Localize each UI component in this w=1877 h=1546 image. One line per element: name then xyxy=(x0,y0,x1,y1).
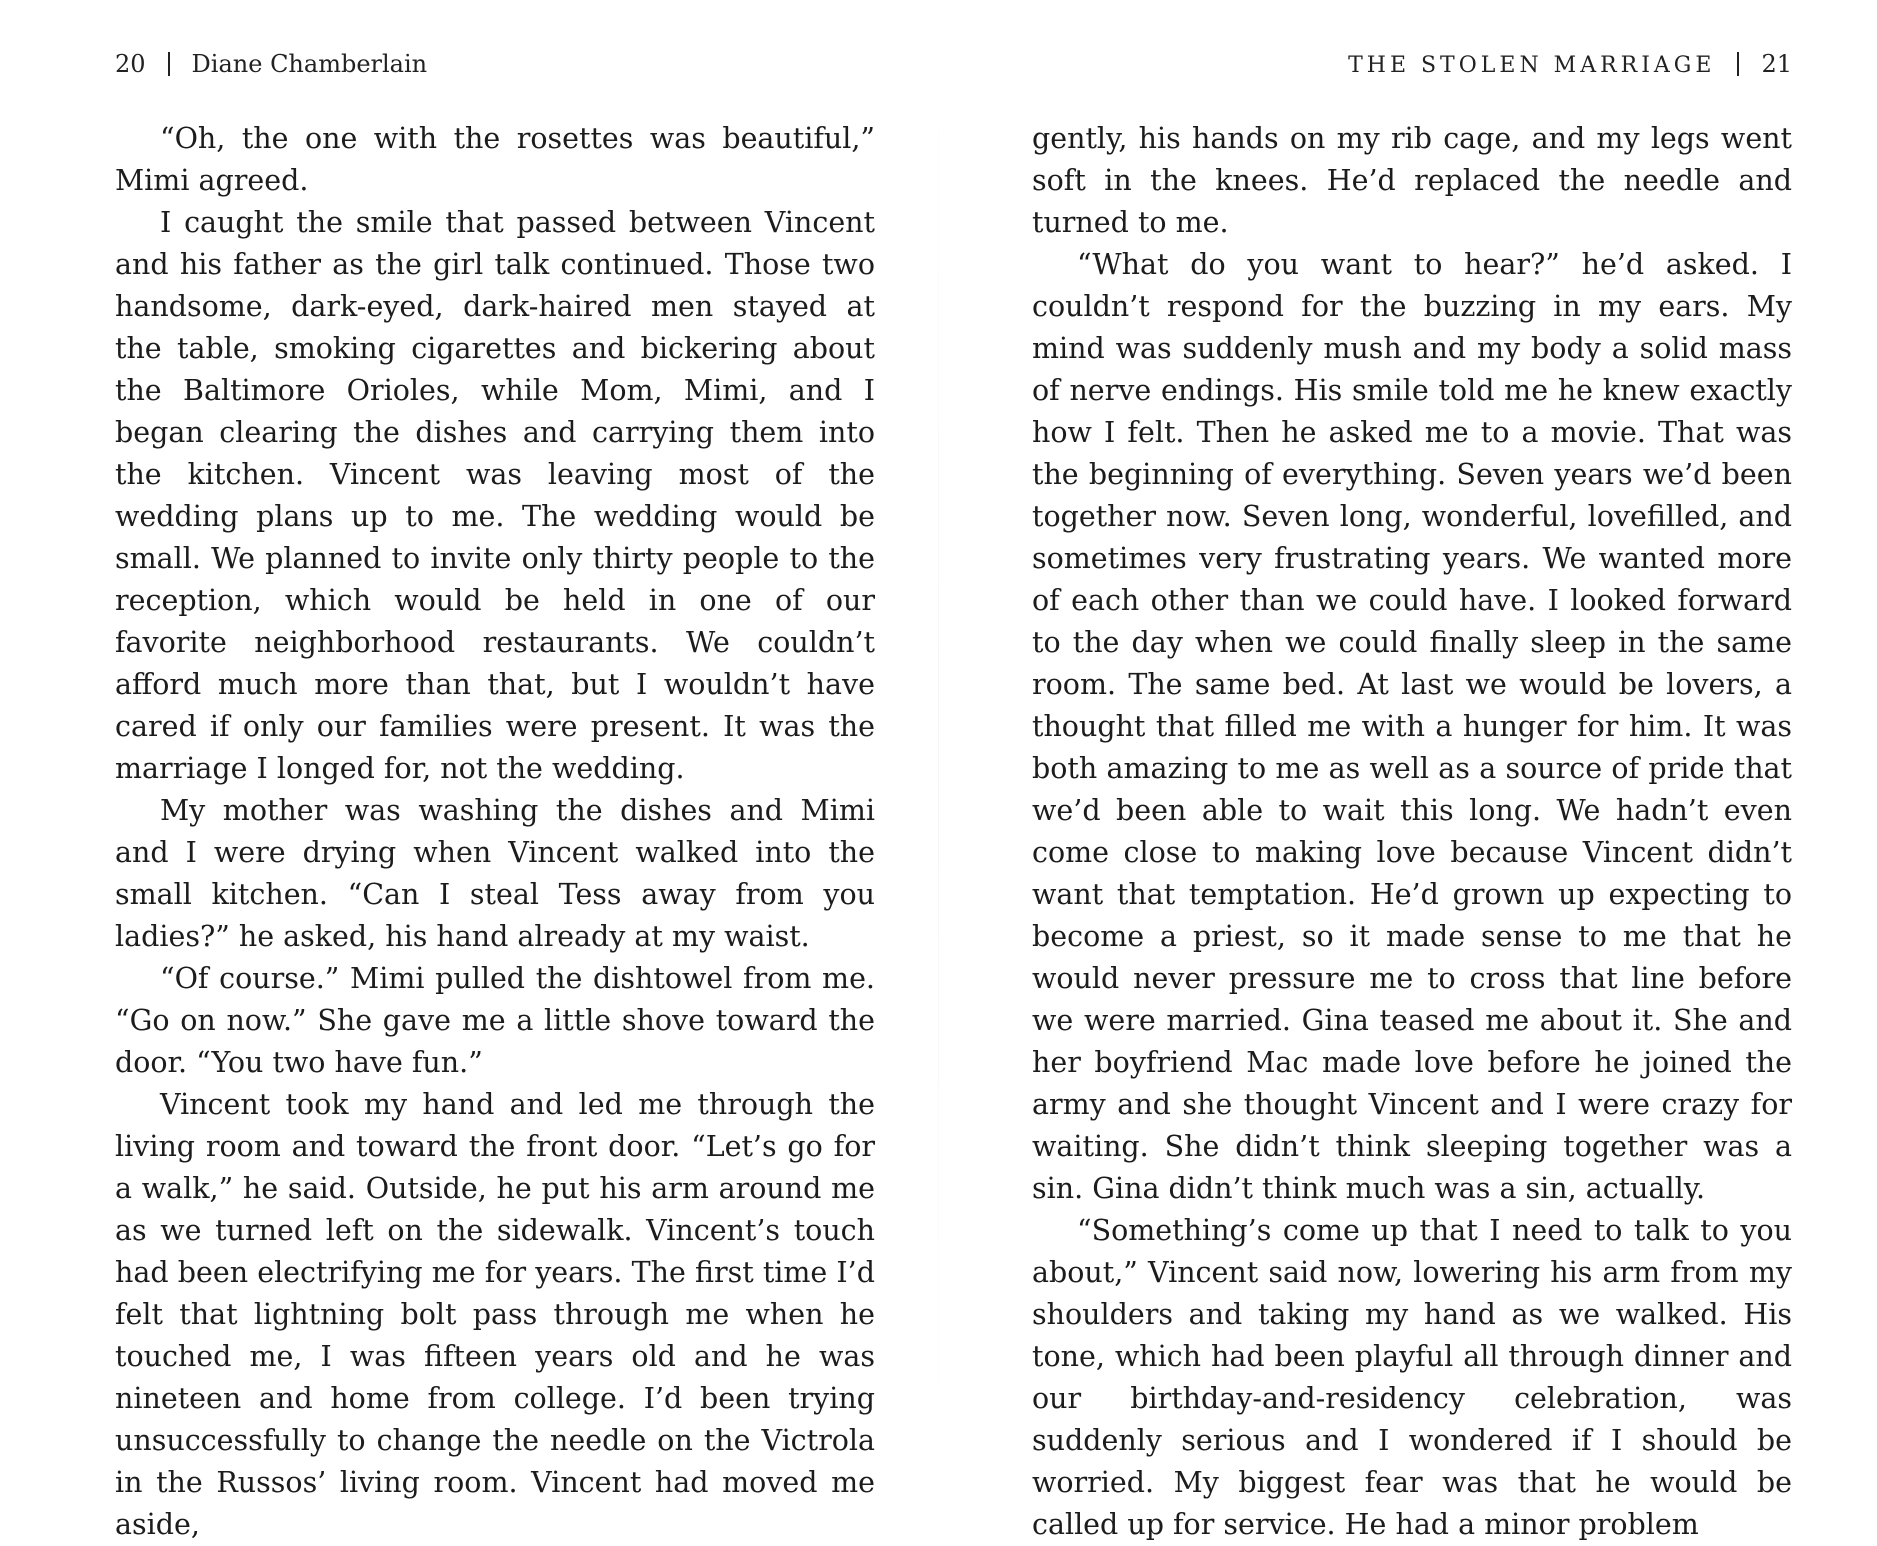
right-page xyxy=(1032,0,1792,1541)
header-separator xyxy=(1737,52,1739,76)
paragraph: “Of course.” Mimi pulled the dishtowel from me. “Go on now.” She gave me a little shove toward the door. “You two have fun.” xyxy=(115,962,875,1079)
left-running-head xyxy=(115,46,427,82)
paragraph: gently, his hands on my rib cage, and my legs went soft in the knees. He’d replaced the needle and turned to me. xyxy=(1032,122,1792,239)
paragraph: My mother was washing the dishes and Mimi and I were drying when Vincent walked into the small kitchen. “Can I steal Tess away from you ladies?” he asked, his hand already at my waist. xyxy=(115,794,875,953)
left-body-text xyxy=(115,118,875,1546)
paragraph: I caught the smile that passed between Vincent and his father as the girl talk continued. Those two handsome, dark-eyed, dark-haired men stayed at the table, smoking cigarettes and bickering about the Baltimore Orioles, while Mom, Mimi, and I began clearing the dishes and carrying them into the kitchen. Vincent was leaving most of the wedding plans up to me. The wedding would be small. We planned to invite only thirty people to the reception, which would be held in one of our favorite neighborhood restaurants. We couldn’t afford much more than that, but I wouldn’t have cared if only our families were present. It was the marriage I longed for, not the wedding. xyxy=(115,206,875,785)
header-separator xyxy=(168,52,170,76)
paragraph: “Something’s come up that I need to talk to you about,” Vincent said now, lowering his arm from my shoulders and taking my hand as we walked. His tone, which had been playful all through dinner and our birthday-and-residency celebration, was suddenly serious and I wondered if I should be worried. My biggest fear was that he would be called up for service. He had a minor problem xyxy=(1032,1214,1792,1541)
author-name: Diane Chamberlain xyxy=(191,50,428,78)
left-page xyxy=(115,0,875,1541)
page-gutter xyxy=(938,0,939,1513)
paragraph: Vincent took my hand and led me through the living room and toward the front door. “Let’s go for a walk,” he said. Outside, he put his arm around me as we turned left on the sidewalk. Vincent’s touch had been electrifying me for years. The first time I’d felt that lightning bolt pass through me when he touched me, I was fifteen years old and he was nineteen and home from college. I’d been trying unsuccessfully to change the needle on the Victrola in the Russos’ living room. Vincent had moved me aside, xyxy=(115,1088,875,1541)
paragraph: “What do you want to hear?” he’d asked. I couldn’t respond for the buzzing in my ears. My mind was suddenly mush and my body a solid mass of nerve endings. His smile told me he knew exactly how I felt. Then he asked me to a movie. That was the beginning of everything. Seven years we’d been together now. Seven long, wonderful, lovefilled, and sometimes very frustrating years. We wanted more of each other than we could have. I looked forward to the day when we could finally sleep in the same room. The same bed. At last we would be lovers, a thought that filled me with a hunger for him. It was both amazing to me as well as a source of pride that we’d been able to wait this long. We hadn’t even come close to making love because Vincent didn’t want that temptation. He’d grown up expecting to become a priest, so it made sense to me that he would never pressure me to cross that line before we were married. Gina teased me about it. She and her boyfriend Mac made love before he joined the army and she thought Vincent and I were crazy for waiting. She didn’t think sleeping together was a sin. Gina didn’t think much was a sin, actually. xyxy=(1032,248,1792,1205)
right-body-text xyxy=(1032,118,1792,1546)
book-title: THE STOLEN MARRIAGE xyxy=(1348,53,1716,78)
page-number-right: 21 xyxy=(1761,50,1792,78)
page-number-left: 20 xyxy=(115,50,146,78)
paragraph: “Oh, the one with the rosettes was beautiful,” Mimi agreed. xyxy=(115,122,875,197)
right-running-head xyxy=(1348,46,1792,84)
